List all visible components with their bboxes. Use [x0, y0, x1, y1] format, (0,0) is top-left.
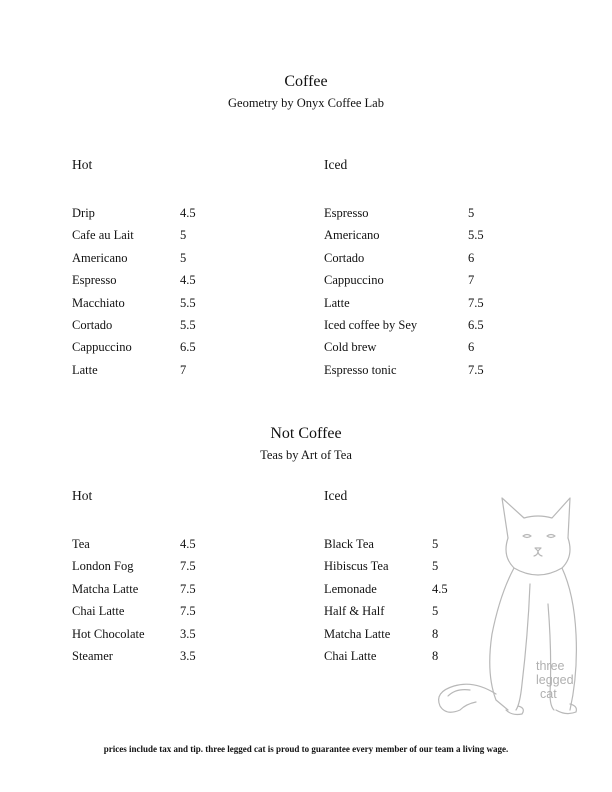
logo-line-three: three — [536, 659, 565, 673]
menu-item-name: Lemonade — [324, 581, 377, 596]
menu-item-name: Cappuccino — [324, 273, 384, 288]
menu-item — [72, 559, 210, 575]
menu-item-price: 5 — [432, 559, 439, 574]
menu-item-price: 3.5 — [180, 626, 196, 641]
menu-item — [72, 340, 210, 356]
menu-item-price: 4.5 — [432, 581, 448, 596]
menu-item-name: Americano — [324, 228, 380, 243]
menu-item-price: 6 — [468, 250, 475, 265]
menu-item — [72, 537, 210, 553]
menu-item-price: 5.5 — [180, 295, 196, 310]
menu-item-price: 7.5 — [180, 604, 196, 619]
footer-note: prices include tax and tip. three legged cat is proud to guarantee every member of our team a living wage. — [103, 744, 509, 754]
menu-item-name: Iced coffee by Sey — [324, 318, 418, 332]
three-legged-cat-logo — [430, 494, 590, 729]
not-coffee-hot-heading: Hot — [72, 488, 93, 503]
coffee-iced-heading: Iced — [324, 157, 348, 172]
coffee-section-subtitle: Geometry by Onyx Coffee Lab — [228, 96, 384, 110]
menu-item — [324, 318, 498, 334]
menu-item-name: Steamer — [72, 649, 113, 663]
menu-item-name: Tea — [72, 537, 90, 551]
coffee-hot-heading: Hot — [72, 157, 93, 172]
menu-item-price: 5 — [180, 250, 187, 265]
menu-item-price: 7.5 — [180, 559, 196, 574]
menu-item — [72, 228, 210, 244]
menu-item-price: 3.5 — [180, 649, 196, 663]
menu-item-price: 7 — [180, 362, 187, 377]
menu-item-name: Macchiato — [72, 295, 125, 310]
menu-item-name: Matcha Latte — [72, 581, 139, 596]
menu-item — [72, 273, 210, 289]
menu-item-price: 5 — [432, 537, 439, 551]
menu-item — [72, 649, 210, 665]
menu-item-price: 7.5 — [468, 295, 484, 310]
menu-item — [72, 582, 210, 598]
menu-item — [324, 206, 498, 222]
menu-item — [72, 206, 210, 222]
menu-item-name: Black Tea — [324, 537, 374, 551]
menu-item — [72, 604, 210, 620]
menu-item-name: Matcha Latte — [324, 626, 391, 641]
menu-item-name: Cortado — [324, 250, 365, 265]
menu-item-name: Hot Chocolate — [72, 626, 145, 641]
menu-item-name: Cortado — [72, 318, 113, 332]
menu-item-price: 7.5 — [468, 362, 484, 377]
menu-item-name: Half & Half — [324, 604, 385, 619]
not-coffee-section-subtitle: Teas by Art of Tea — [260, 448, 352, 462]
menu-item-price: 4.5 — [180, 537, 196, 551]
menu-item-name: Espresso — [72, 273, 117, 288]
menu-item-name: Chai Latte — [72, 604, 125, 619]
not-coffee-iced-heading: Iced — [324, 488, 348, 503]
menu-item — [324, 273, 498, 289]
menu-item-price: 7 — [468, 273, 475, 288]
menu-item-name: Latte — [324, 295, 350, 310]
not-coffee-section-title: Not Coffee — [270, 425, 342, 442]
coffee-section-title: Coffee — [284, 73, 328, 90]
menu-item-name: Cappuccino — [72, 340, 132, 355]
menu-item-price: 4.5 — [180, 273, 196, 288]
menu-item-name: Americano — [72, 250, 128, 265]
menu-item — [324, 340, 498, 356]
logo-line-cat: cat — [540, 687, 557, 701]
menu-item-name: London Fog — [72, 559, 134, 574]
menu-item-price: 6.5 — [180, 340, 196, 355]
menu-item-name: Hibiscus Tea — [324, 559, 389, 574]
menu-item — [72, 296, 210, 312]
menu-item — [324, 251, 498, 267]
menu-item — [72, 251, 210, 267]
logo-line-legged: legged — [536, 673, 574, 687]
menu-item-price: 8 — [432, 626, 439, 641]
menu-item-price: 5 — [468, 206, 475, 220]
menu-item — [324, 296, 498, 312]
menu-item — [324, 363, 498, 379]
menu-item-name: Espresso tonic — [324, 362, 397, 377]
menu-item-name: Chai Latte — [324, 649, 377, 663]
menu-item-price: 8 — [432, 649, 439, 663]
menu-item-price: 6.5 — [468, 318, 484, 332]
menu-item-price: 7.5 — [180, 581, 196, 596]
menu-item — [72, 363, 210, 379]
menu-item-price: 5.5 — [468, 228, 484, 243]
menu-item-name: Cafe au Lait — [72, 228, 134, 243]
menu-item-price: 5.5 — [180, 318, 196, 332]
menu-item-price: 6 — [468, 340, 475, 355]
menu-item-name: Drip — [72, 206, 95, 220]
menu-item-price: 5 — [180, 228, 187, 243]
menu-item-price: 5 — [432, 604, 439, 619]
menu-item — [324, 228, 498, 244]
menu-item-name: Espresso — [324, 206, 369, 220]
menu-item — [72, 318, 210, 334]
menu-item-name: Latte — [72, 362, 98, 377]
menu-item — [72, 627, 210, 643]
menu-item-name: Cold brew — [324, 340, 377, 355]
menu-item-price: 4.5 — [180, 206, 196, 220]
